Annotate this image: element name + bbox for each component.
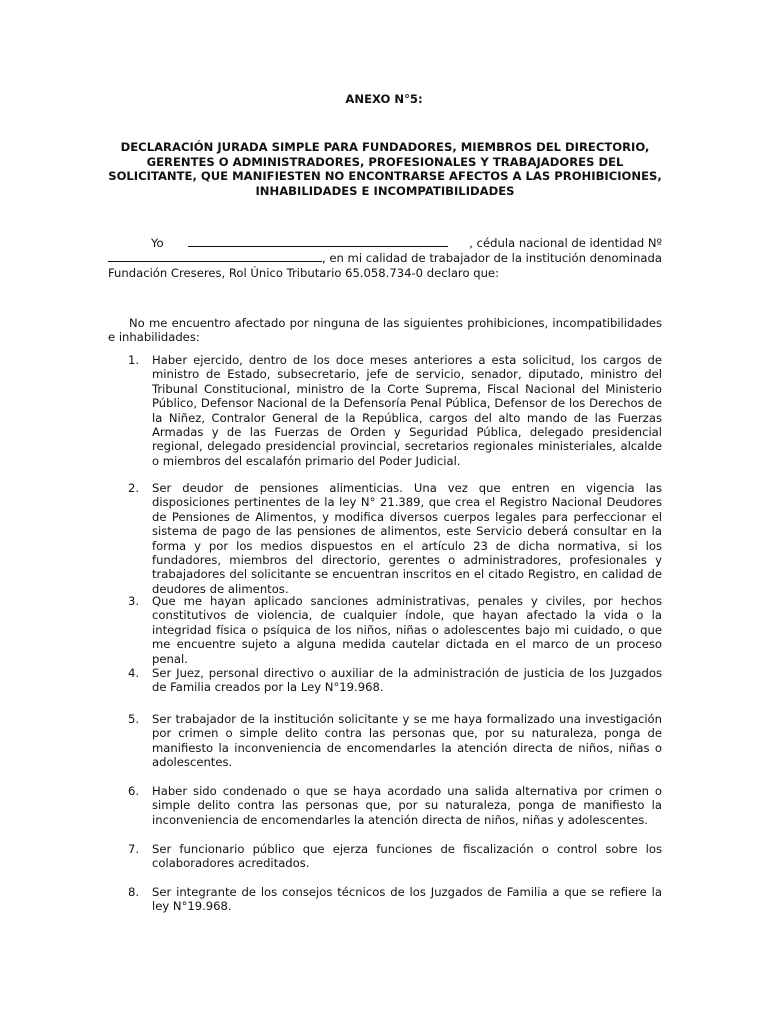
annex-title: ANEXO N°5: [345, 92, 423, 106]
list-item-5 [108, 712, 662, 770]
id-number-blank-line[interactable] [108, 250, 322, 262]
list-item-number: 1. [128, 353, 140, 367]
list-item-text: Ser funcionario público que ejerza funciones de fiscalización o control sobre los colaboradores acreditados. [152, 842, 662, 871]
list-item-3 [108, 594, 662, 666]
list-item-text: Haber ejercido, dentro de los doce meses anteriores a esta solicitud, los cargos de ministro de Estado, subsecretario, jefe de servicio, senador, diputado, ministro del Tribunal Constitucional, ministro de la Corte Suprema, Fiscal Nacional del Ministerio Público, Defensor Nacional de la Defensoría Penal Pública, Defensor de los Derechos de la Niñez, Contralor General de la República, cargos del alto mando de las Fuerzas Armadas y de las Fuerzas de Orden y Seguridad Pública, delegado presidencial regional, delegado presidencial provincial, secretarios regionales ministeriales, alcalde o miembros del escalafón primario del Poder Judicial. [152, 353, 662, 468]
yo-label: Yo [151, 236, 164, 250]
list-item-4 [108, 666, 662, 695]
declarant-statement [108, 235, 662, 280]
list-item-text: Ser Juez, personal directivo o auxiliar de la administración de justicia de los Juzgados de Familia creados por la Ley N°19.968. [152, 666, 662, 695]
list-item-text: Haber sido condenado o que se haya acordado una salida alternativa por crimen o simple delito contra las personas que, por su naturaleza, ponga de manifiesto la inconveniencia de encomendarles la atención directa de niños, niñas y adolescentes. [152, 784, 662, 827]
list-item-text: Ser integrante de los consejos técnicos de los Juzgados de Familia a que se refiere la ley N°19.968. [152, 885, 662, 914]
name-blank-line[interactable] [188, 235, 448, 247]
list-item-number: 6. [128, 784, 140, 798]
list-item-6 [108, 784, 662, 827]
list-item-7 [108, 842, 662, 871]
declaration-title: DECLARACIÓN JURADA SIMPLE PARA FUNDADORES, MIEMBROS DEL DIRECTORIO, GERENTES O ADMINISTRADORES, PROFESIONALES Y TRABAJADORES DEL SOLICITANTE, QUE MANIFIESTEN NO ENCONTRARSE AFECTOS A LAS PROHIBICIONES, INHABILIDADES E INCOMPATIBILIDADES [108, 140, 662, 198]
cedula-text: , cédula nacional de identidad Nº [469, 236, 662, 250]
list-item-number: 4. [128, 666, 140, 680]
calidad-text: , en mi calidad de trabajador de la institución denominada [321, 251, 662, 266]
list-item-number: 2. [128, 481, 140, 495]
list-item-text: Ser trabajador de la institución solicitante y se me haya formalizado una investigación por crimen o simple delito contra las personas que, por su naturaleza, ponga de manifiesto la inconveniencia de encomendarles la atención directa de niños, niñas o adolescentes. [152, 712, 662, 770]
list-item-8 [108, 885, 662, 914]
list-item-number: 8. [128, 885, 140, 899]
institution-text: Fundación Creseres, Rol Único Tributario 65.058.734-0 declaro que: [108, 265, 499, 280]
list-item-number: 7. [128, 842, 140, 856]
list-item-text: Que me hayan aplicado sanciones administrativas, penales y civiles, por hechos constitutivos de violencia, de cualquier índole, que hayan afectado la vida o la integridad física o psíquica de los niños, niñas o adolescentes bajo mi cuidado, o que me encuentre sujeto a alguna medida cautelar dictada en el marco de un proceso penal. [152, 594, 662, 666]
list-item-2 [108, 481, 662, 596]
list-item-number: 5. [128, 712, 140, 726]
intro-paragraph: No me encuentro afectado por ninguna de las siguientes prohibiciones, incompatibilidades e inhabilidades: [108, 316, 662, 345]
declarant-line-2 [108, 250, 662, 265]
declarant-line-1 [108, 235, 662, 250]
list-item-1 [108, 353, 662, 468]
list-item-text: Ser deudor de pensiones alimenticias. Una vez que entren en vigencia las disposiciones pertinentes de la ley N° 21.389, que crea el Registro Nacional Deudores de Pensiones de Alimentos, y modifica diversos cuerpos legales para perfeccionar el sistema de pago de las pensiones de alimentos, este Servicio deberá consultar en la forma y por los medios dispuestos en el artículo 23 de dicha normativa, si los fundadores, miembros del directorio, gerentes o administradores, profesionales y trabajadores del solicitante se encuentran inscritos en el citado Registro, en calidad de deudores de alimentos. [152, 481, 662, 596]
list-item-number: 3. [128, 594, 140, 608]
